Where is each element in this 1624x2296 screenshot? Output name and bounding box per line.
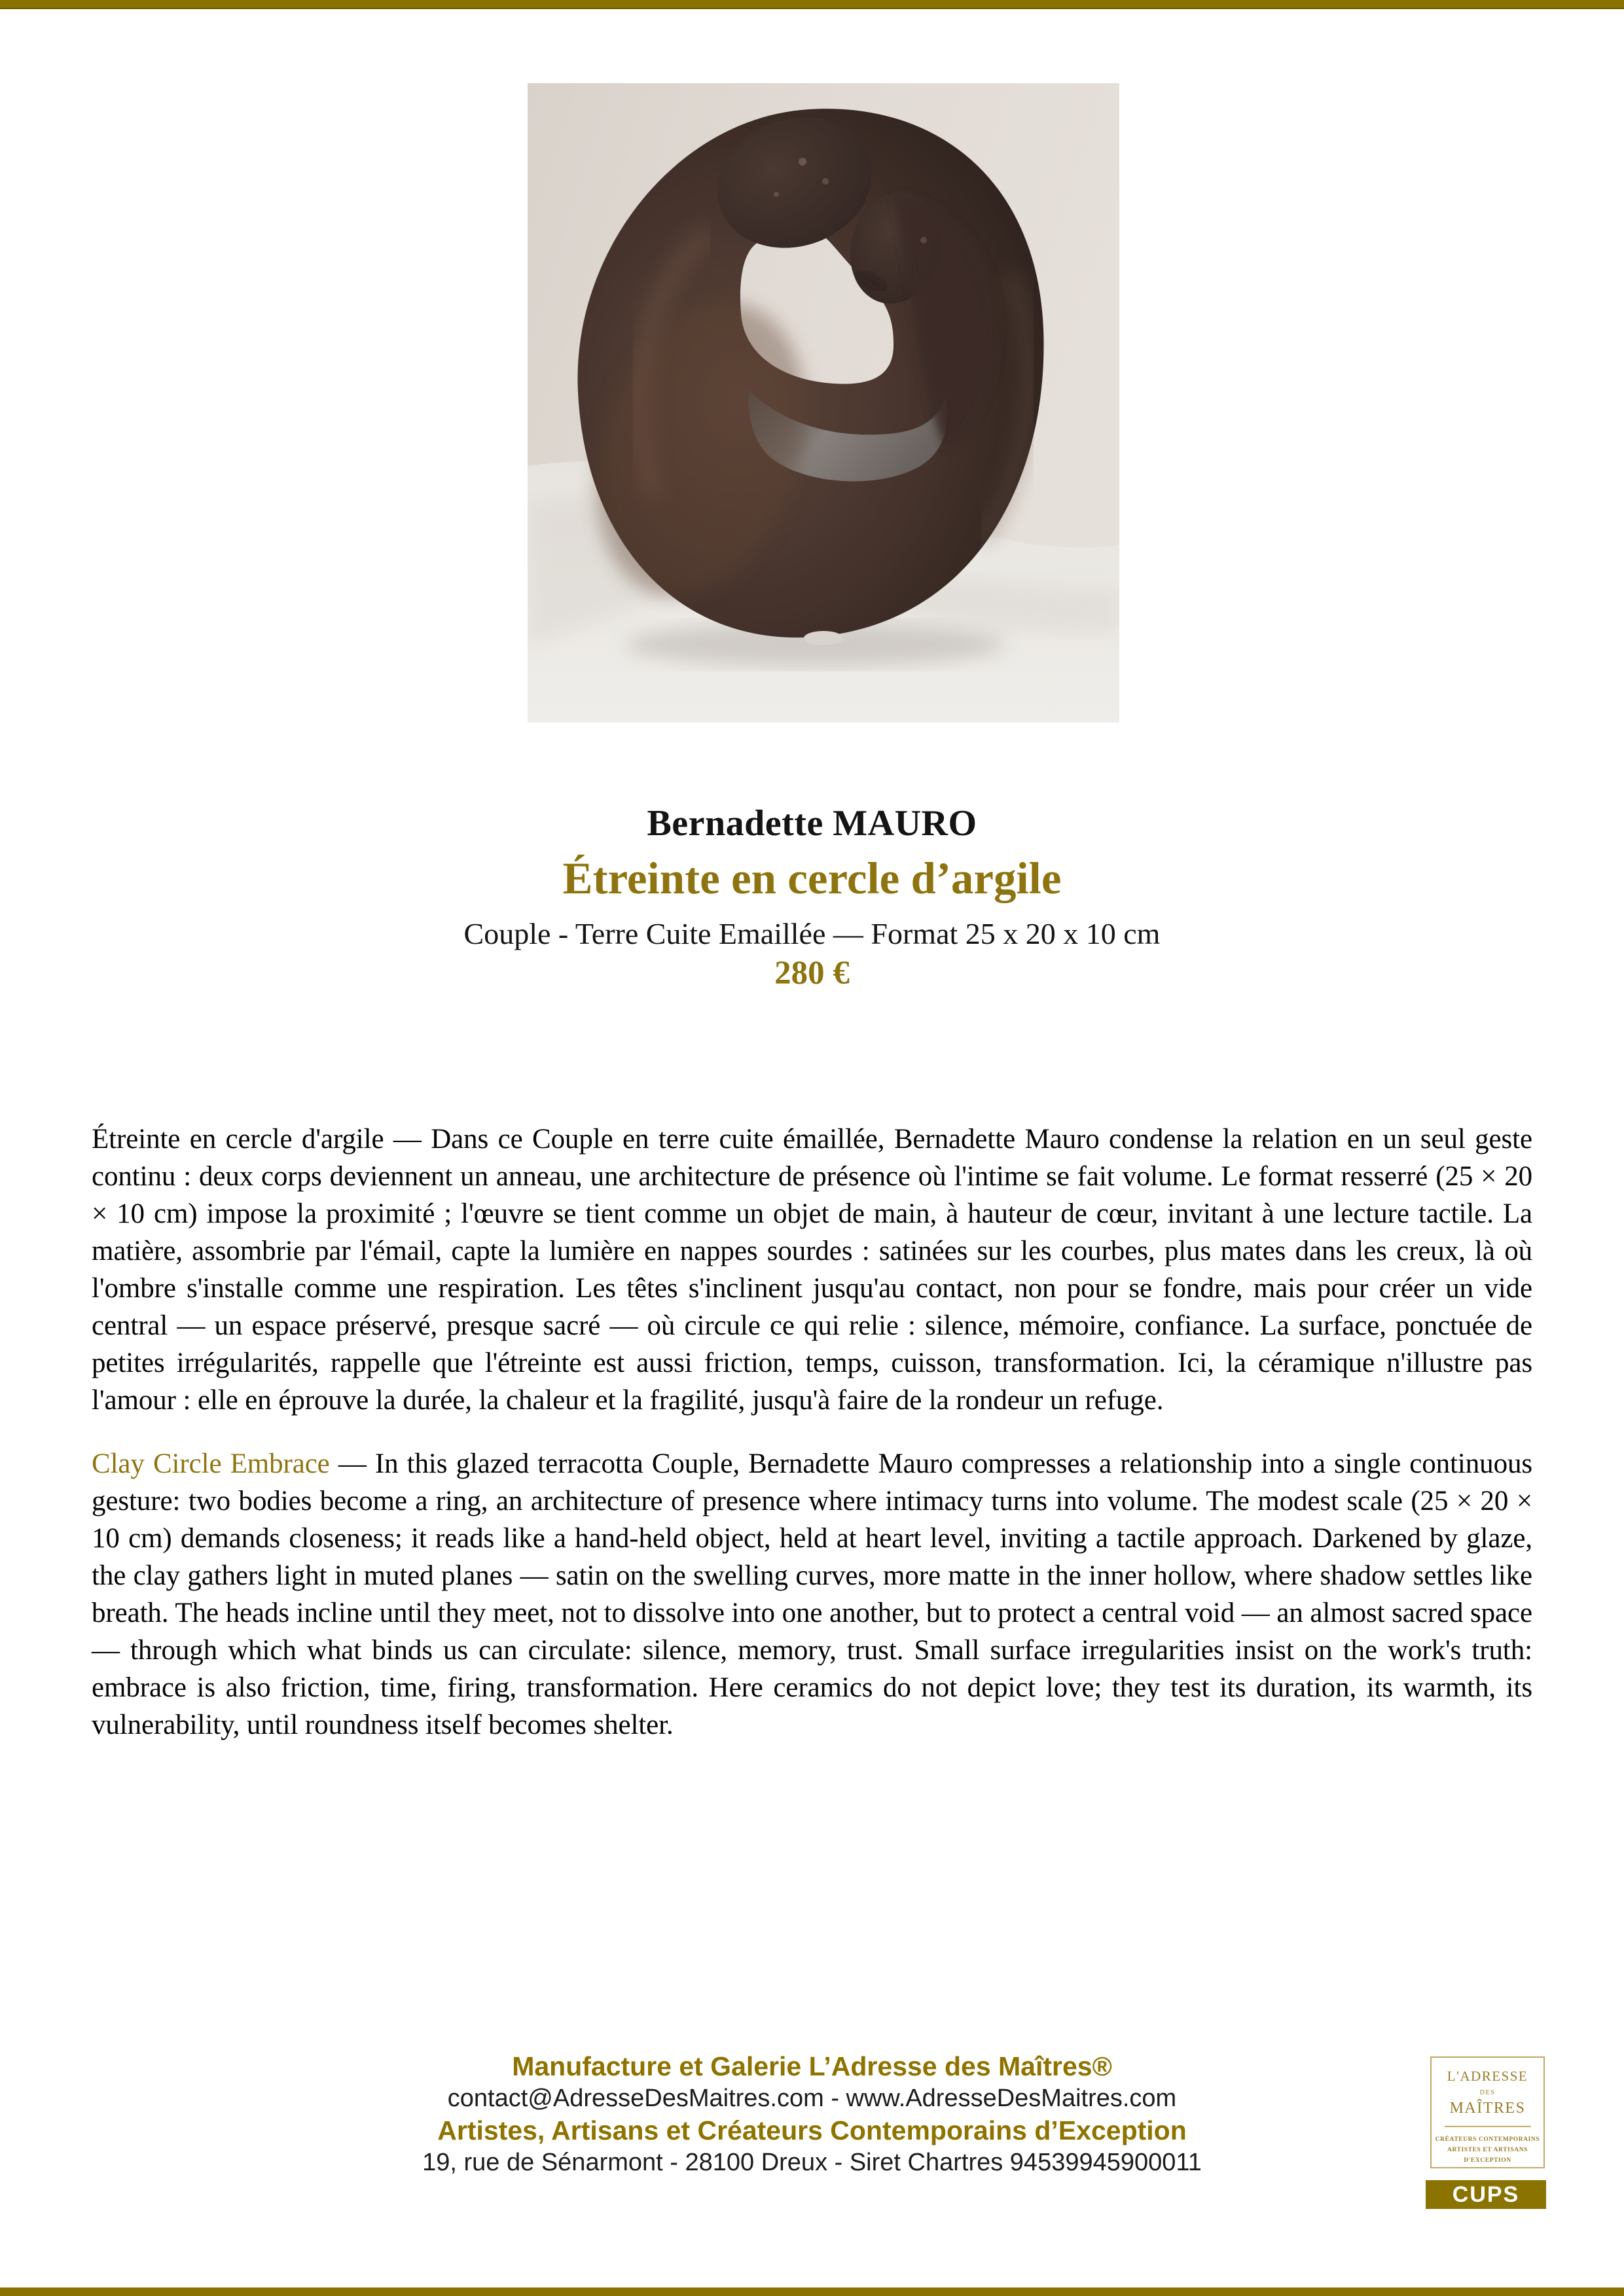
artist-name: Bernadette MAURO [647,803,977,844]
footer-address-line: 19, rue de Sénarmont - 28100 Dreux - Siret Chartres 94539945900011 [422,2149,1202,2176]
top-gold-bar [0,0,1624,9]
logo-tagline-3: D'EXCEPTION [1464,2157,1511,2164]
logo-name-bottom: MAÎTRES [1449,2100,1526,2117]
footer [0,2051,1624,2179]
bottom-gold-bar [0,2287,1624,2296]
logo-name-mid: DES [1479,2089,1496,2096]
cups-badge: CUPS [1426,2180,1546,2209]
artwork-photo [528,83,1119,723]
description-english-body: — In this glazed terracotta Couple, Bernadette Mauro compresses a relationship into a single continuous gesture: two bodies become a ring, an architecture of presence where intimacy turns into volume. The modest scale (25 × 20 × 10 cm) demands closeness; it reads like a hand-held object, held at heart level, inviting a tactile approach. Darkened by glaze, the clay gathers light in muted planes — satin on the swelling curves, more matte in the inner hollow, where shadow settles like breath. The heads incline until they meet, not to dissolve into one another, but to protect a central void — an almost sacred space — through which what binds us can circulate: silence, memory, trust. Small surface irregularities insist on the work's truth: embrace is also friction, time, firing, transformation. Here ceramics do not depict love; they test its duration, its warmth, its vulnerability, until roundness itself becomes shelter. [92,1448,1533,1740]
footer-tagline: Artistes, Artisans et Créateurs Contemporains d’Exception [437,2115,1187,2145]
sculpture-illustration [528,83,1119,723]
logo-divider [1445,2126,1531,2127]
logo-tagline-1: CRÉATEURS CONTEMPORAINS [1435,2136,1540,2143]
logo-tagline-2: ARTISTES ET ARTISANS [1447,2147,1528,2153]
artwork-title: Étreinte en cercle d’argile [562,853,1062,903]
footer-gallery-name: Manufacture et Galerie L’Adresse des Maîtres® [512,2051,1112,2081]
artwork-price: 280 € [774,955,850,992]
gallery-logo [1430,2056,1545,2168]
description-english [92,1445,1532,1744]
description-english-lead: Clay Circle Embrace [92,1448,330,1479]
description-french: Étreinte en cercle d'argile — Dans ce Couple en terre cuite émaillée, Bernadette Mauro condense la relation en un seul geste continu : deux corps deviennent un anneau, une architecture de présence où l'intime se fait volume. Le format resserré (25 × 20 × 10 cm) impose la proximité ; l'œuvre se tient comme un objet de main, à hauteur de cœur, invitant à une lecture tactile. La matière, assombrie par l'émail, capte la lumière en nappes sourdes : satinées sur les courbes, plus mates dans les creux, là où l'ombre s'installe comme une respiration. Les têtes s'inclinent jusqu'au contact, non pour se fondre, mais pour créer un vide central — un espace préservé, presque sacré — où circule ce qui relie : silence, mémoire, confiance. La surface, ponctuée de petites irrégularités, rappelle que l'étreinte est aussi friction, temps, cuisson, transformation. Ici, la céramique n'illustre pas l'amour : elle en éprouve la durée, la chaleur et la fragilité, jusqu'à faire de la rondeur un refuge. [92,1124,1532,1416]
footer-contact-line: contact@AdresseDesMaitres.com - www.AdresseDesMaitres.com [447,2085,1177,2112]
logo-name-top: L'ADRESSE [1447,2068,1528,2084]
description-section [92,1121,1532,1744]
artwork-subtitle: Couple - Terre Cuite Emaillée — Format 25 x 20 x 10 cm [463,917,1161,950]
